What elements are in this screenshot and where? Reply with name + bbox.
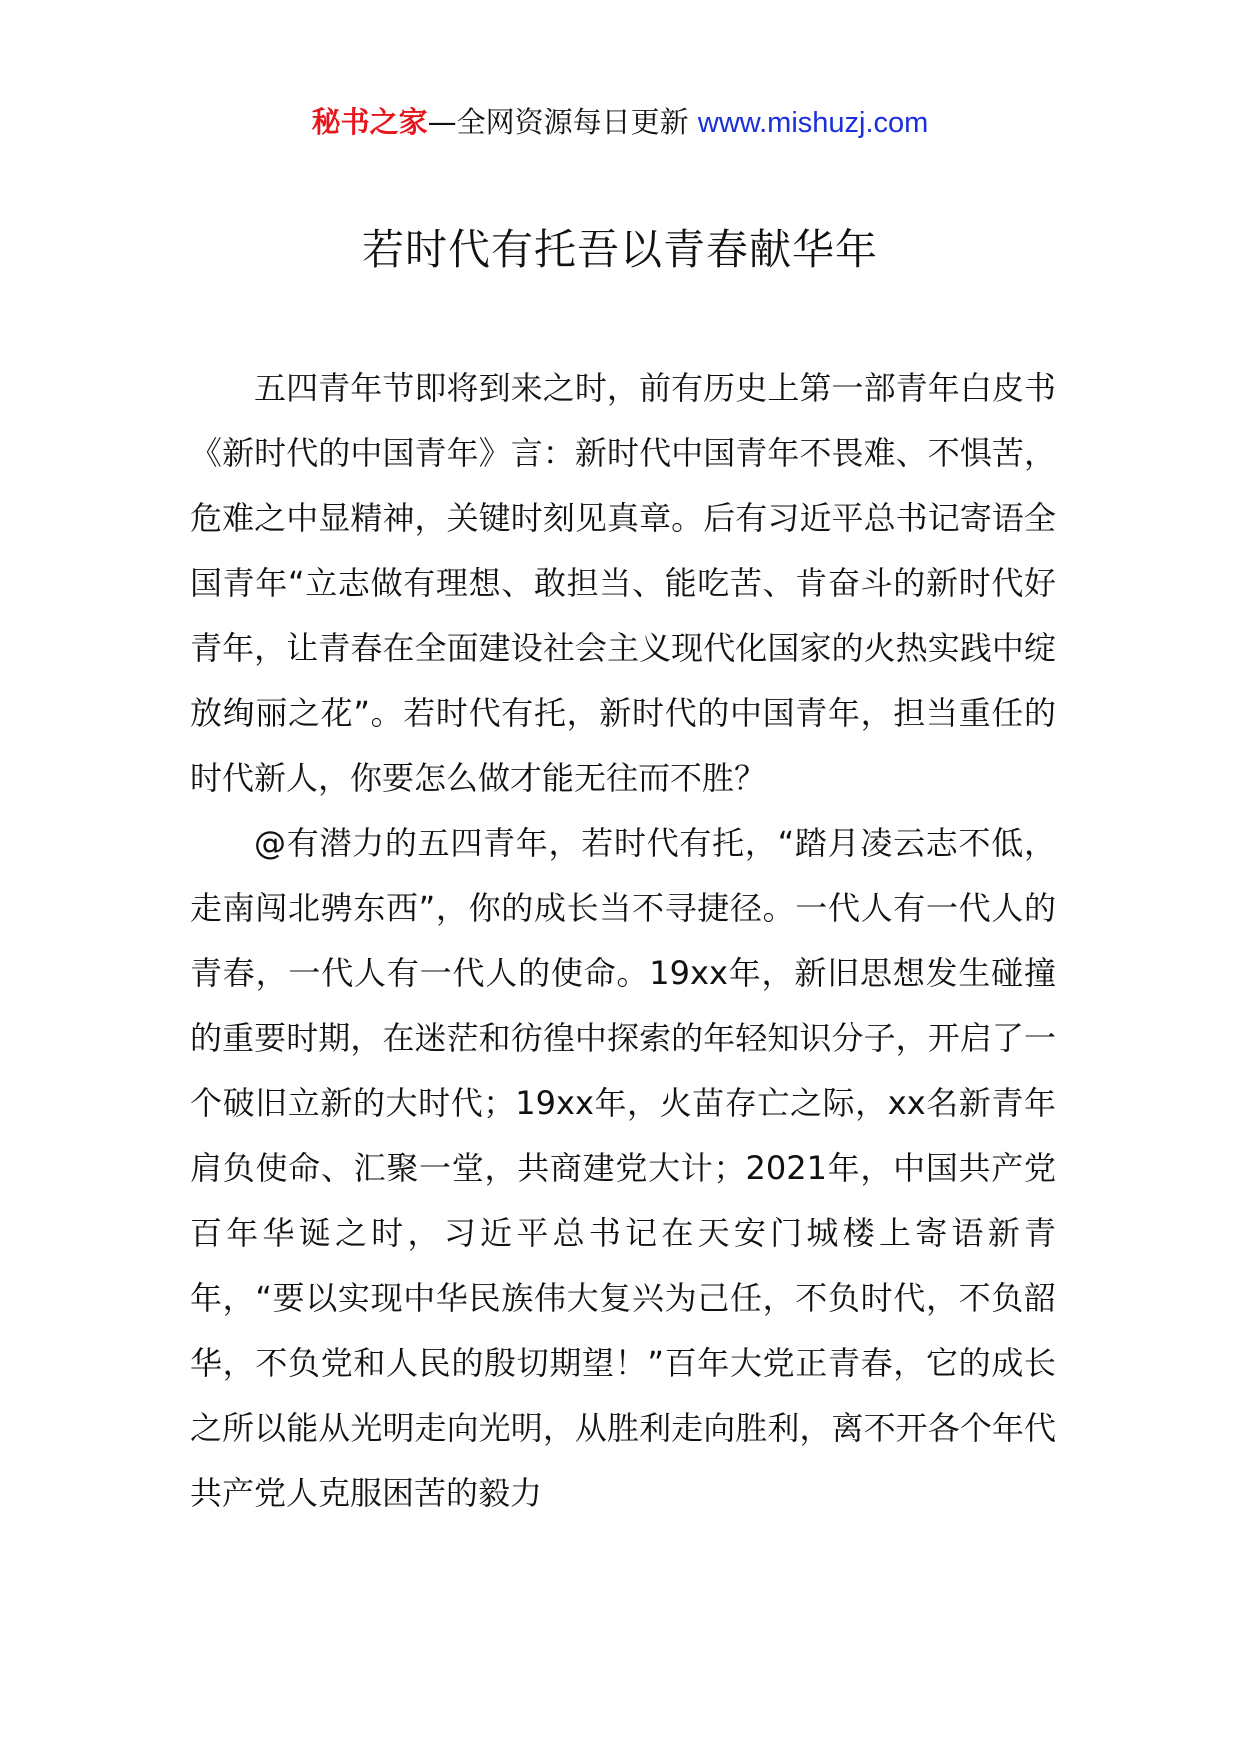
site-header	[0, 102, 1240, 143]
document-body	[190, 356, 1056, 1526]
brand-name: 秘书之家	[311, 105, 428, 139]
website-link[interactable]: www.mishuzj.com	[697, 107, 929, 139]
header-tagline: —全网资源每日更新	[427, 105, 698, 139]
paragraph-1: 五四青年节即将到来之时，前有历史上第一部青年白皮书《新时代的中国青年》言：新时代中国青年不畏难、不惧苦，危难之中显精神，关键时刻见真章。后有习近平总书记寄语全国青年“立志做有理想、敢担当、能吃苦、肯奋斗的新时代好青年，让青春在全面建设社会主义现代化国家的火热实践中绽放绚丽之花”。若时代有托，新时代的中国青年，担当重任的时代新人，你要怎么做才能无往而不胜？	[190, 369, 1056, 797]
paragraph-2: @有潜力的五四青年，若时代有托，“踏月凌云志不低，走南闯北骋东西”，你的成长当不寻捷径。一代人有一代人的青春，一代人有一代人的使命。19xx年，新旧思想发生碰撞的重要时期，在迷茫和彷徨中探索的年轻知识分子，开启了一个破旧立新的大时代；19xx年，火苗存亡之际，xx名新青年肩负使命、汇聚一堂，共商建党大计；2021年，中国共产党百年华诞之时，习近平总书记在天安门城楼上寄语新青年，“要以实现中华民族伟大复兴为己任，不负时代，不负韶华，不负党和人民的殷切期望！”百年大党正青春，它的成长之所以能从光明走向光明，从胜利走向胜利，离不开各个年代共产党人克服困苦的毅力	[190, 824, 1056, 1512]
document-title: 若时代有托吾以青春献华年	[361, 225, 878, 274]
